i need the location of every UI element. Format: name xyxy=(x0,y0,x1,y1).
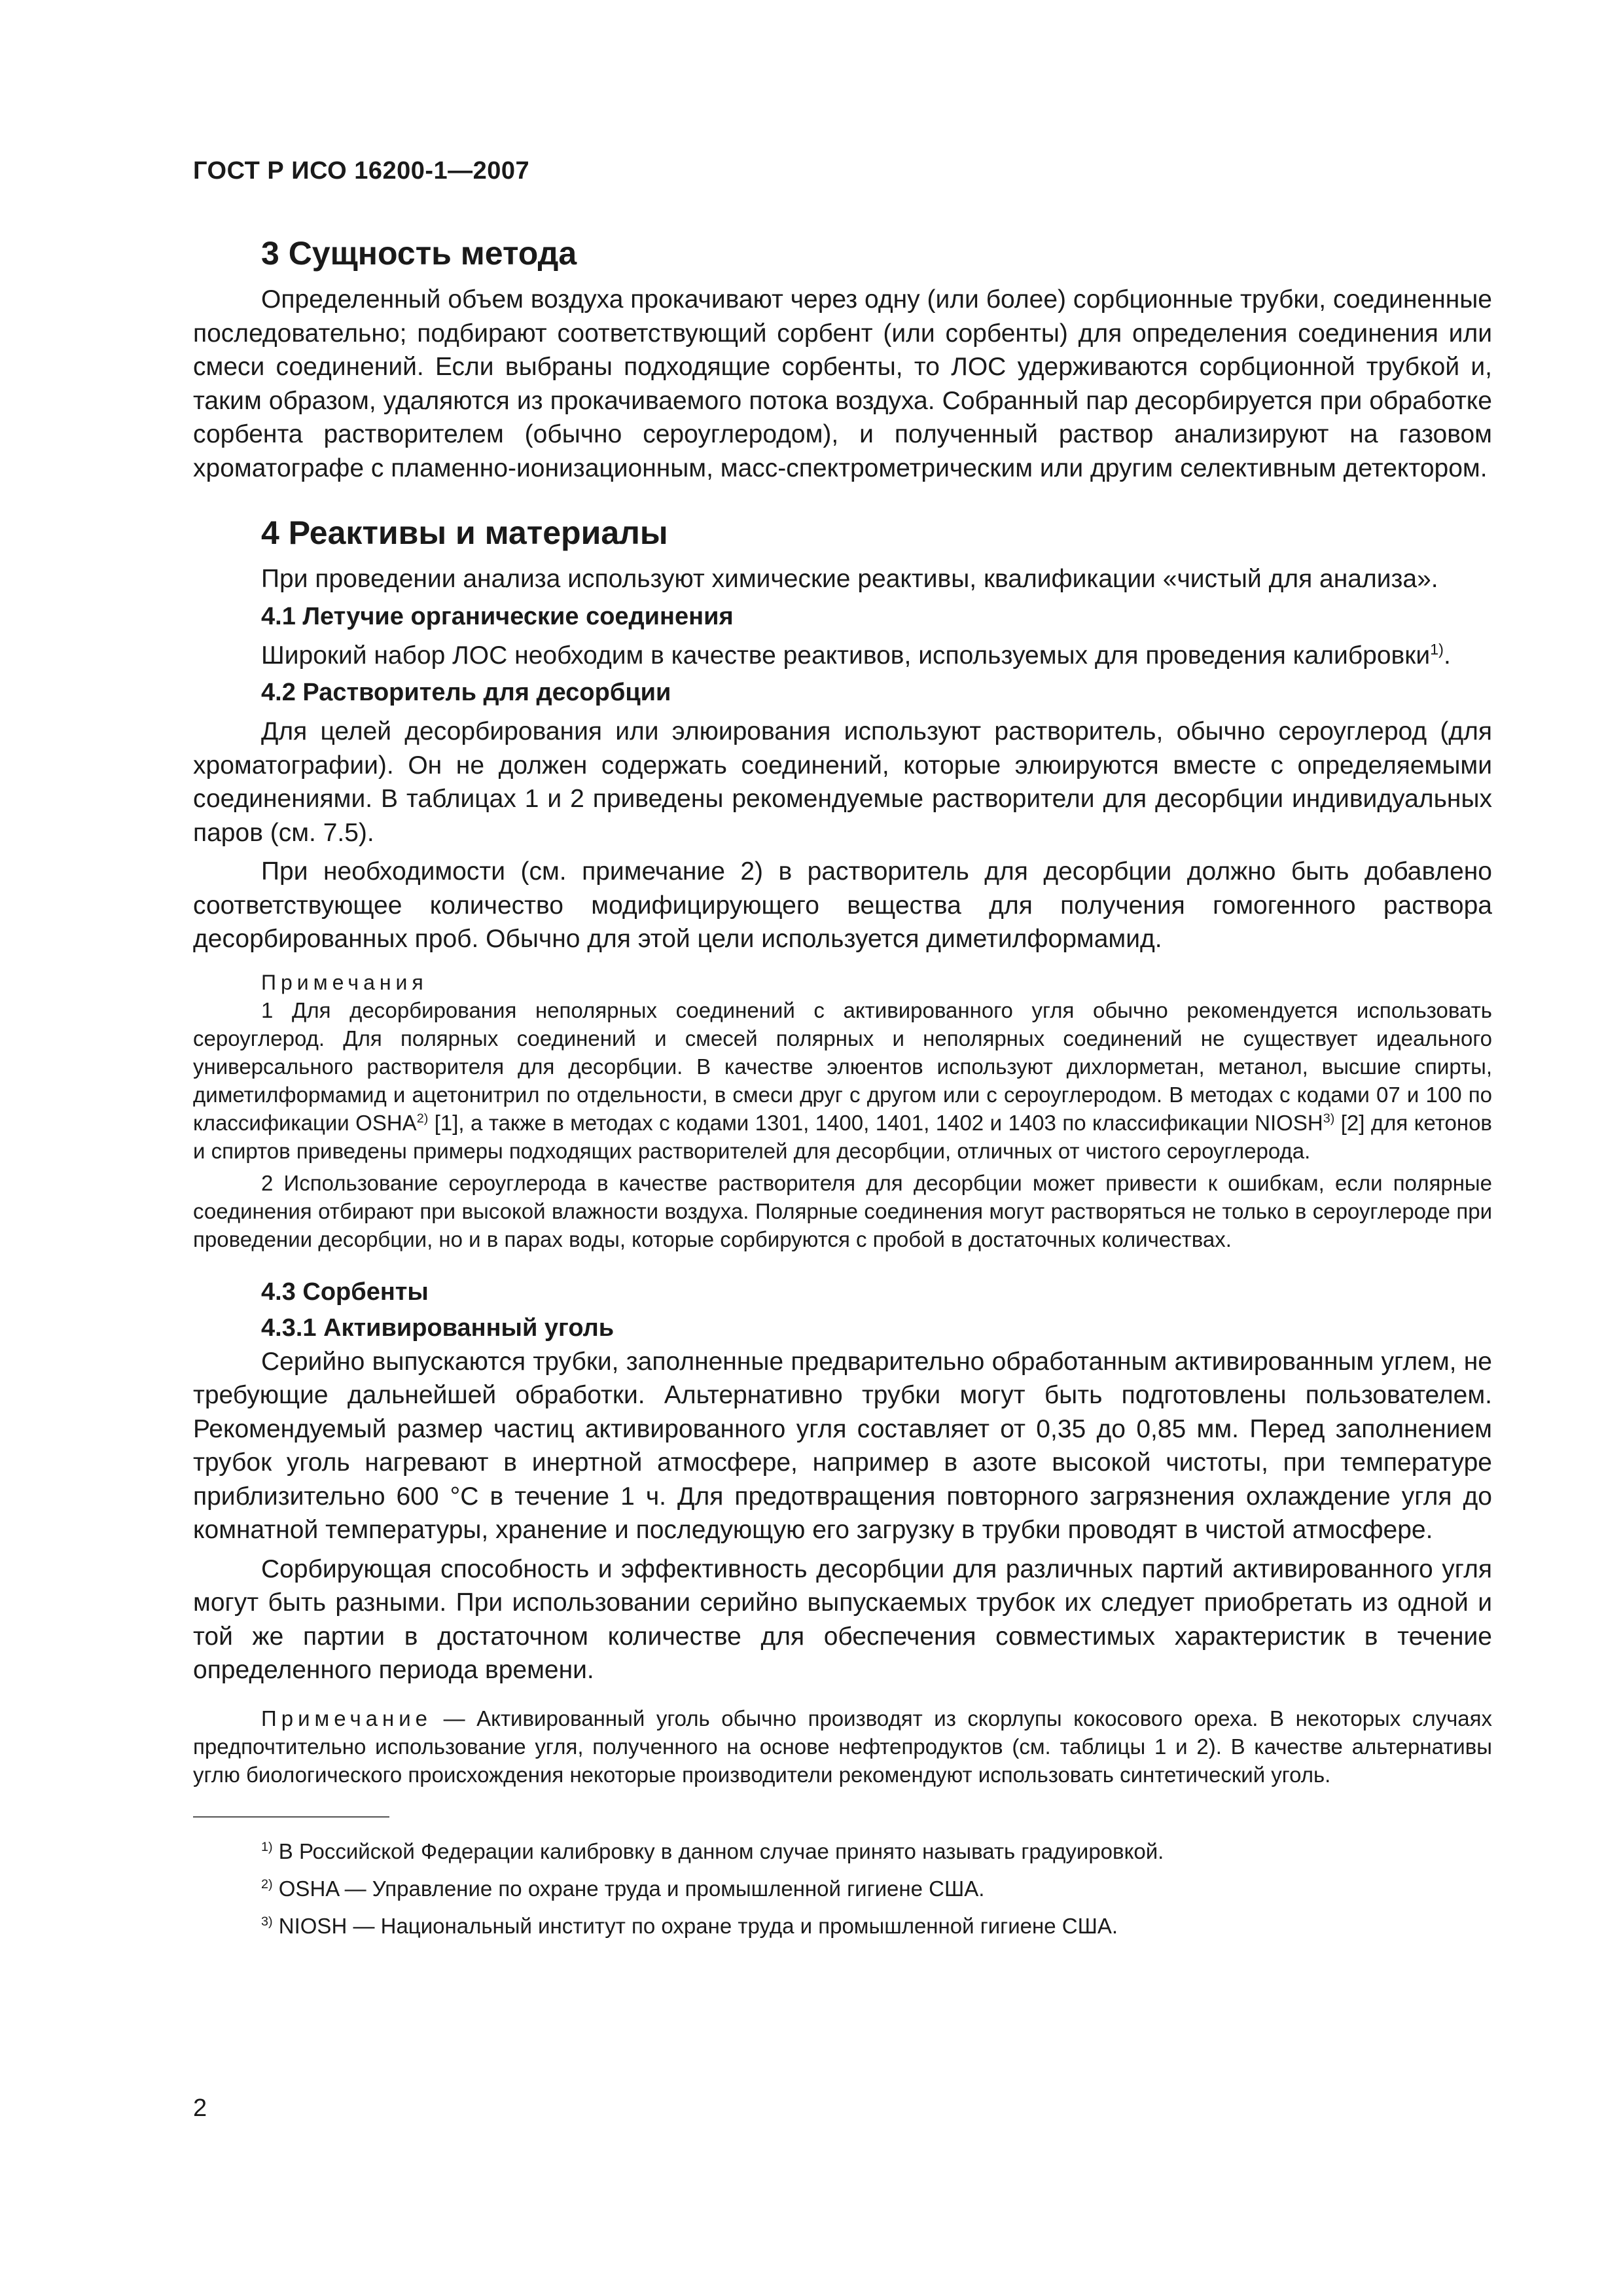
subsection-4-3-1-heading: 4.3.1 Активированный уголь xyxy=(261,1314,615,1342)
subsection-4-3-heading: 4.3 Сорбенты xyxy=(261,1278,429,1306)
subsection-4-1-text: Широкий набор ЛОС необходим в качестве реактивов, используемых для проведения калибровки xyxy=(261,641,1431,670)
footnote-3 xyxy=(261,1912,1492,1940)
section-4-intro: При проведении анализа используют химические реактивы, квалификации «чистый для анализа». xyxy=(261,565,1438,593)
note-1-text-c: [2] для кетонов и спиртов приведены примеры подходящих растворителей для десорбции, отличных от чистого сероуглерода. xyxy=(193,1110,1492,1163)
note-2: 2 Использование сероуглерода в качестве растворителя для десорбции может привести к ошибкам, если полярные соединения отбирают при высокой влажности воздуха. Полярные соединения могут растворяться не только в сероуглероде при проведении десорбции, но и в парах воды, которые сорбируются с пробой в достаточных количествах. xyxy=(193,1170,1492,1251)
charcoal-note xyxy=(193,1704,1492,1789)
footnote-1 xyxy=(261,1837,1492,1865)
footnote-3-mark: 3) xyxy=(261,1914,273,1929)
footnote-ref-3: 3) xyxy=(1323,1111,1335,1126)
footnote-2 xyxy=(261,1874,1492,1903)
footnote-2-mark: 2) xyxy=(261,1876,273,1892)
charcoal-note-label: Примечание xyxy=(261,1706,433,1731)
subsection-4-3-1-paragraph-1: Серийно выпускаются трубки, заполненные предварительно обработанным активированным углем, не требующие дальнейшей обработки. Альтернативно трубки могут быть подготовлены пользователем. Рекомендуемый размер частиц активированного угля составляет от 0,35 до 0,85 мм. Перед заполнением трубок уголь нагревают в инертной атмосфере, например в азоте высокой чистоты, при температуре приблизительно 600 °С в течение 1 ч. Для предотвращения повторного загрязнения охлаждение угля до комнатной температуры, хранение и последующую его загрузку в трубки проводят в чистой атмосфере. xyxy=(193,1347,1492,1544)
footnote-ref-1: 1) xyxy=(1430,640,1444,658)
notes-label: Примечания xyxy=(261,970,428,994)
charcoal-note-text: — Активированный уголь обычно производят из скорлупы кокосового ореха. В некоторых случаях предпочтительно использование угля, полученного на основе нефтепродуктов (см. таблицы 1 и 2). В качестве альтернативы углю биологического происхождения некоторые производители рекомендуют использовать синтетический уголь. xyxy=(193,1706,1492,1787)
note-1 xyxy=(193,996,1492,1165)
section-4-heading: 4 Реактивы и материалы xyxy=(261,514,668,551)
page-number: 2 xyxy=(193,2094,207,2122)
subsection-4-2-paragraph-1: Для целей десорбирования или элюирования используют растворитель, обычно сероуглерод (для хроматографии). Он не должен содержать соединений, которые элюируются вместе с определяемыми соединениями. В таблицах 1 и 2 приведены рекомендуемые растворители для десорбции индивидуальных паров (см. 7.5). xyxy=(193,717,1492,847)
footnote-3-text: NIOSH — Национальный институт по охране труда и промышленной гигиене США. xyxy=(278,1913,1118,1938)
footnote-2-text: OSHA — Управление по охране труда и промышленной гигиене США. xyxy=(278,1876,985,1901)
subsection-4-2-heading: 4.2 Растворитель для десорбции xyxy=(261,679,671,706)
footnote-ref-2: 2) xyxy=(416,1111,429,1126)
note-1-text-b: [1], а также в методах с кодами 1301, 1400, 1401, 1402 и 1403 по классификации NIOSH xyxy=(428,1110,1323,1135)
section-3-heading: 3 Сущность метода xyxy=(261,235,577,272)
document-header: ГОСТ Р ИСО 16200-1—2007 xyxy=(193,157,530,185)
footnote-1-text: В Российской Федерации калибровку в данном случае принято называть градуировкой. xyxy=(278,1839,1164,1863)
subsection-4-2-paragraph-2: При необходимости (см. примечание 2) в растворитель для десорбции должно быть добавлено соответствующее количество модифицирующего вещества для получения гомогенного раствора десорбированных проб. Обычно для этой цели используется диметилформамид. xyxy=(193,857,1492,953)
subsection-4-1-heading: 4.1 Летучие органические соединения xyxy=(261,602,734,630)
subsection-4-3-1-paragraph-2: Сорбирующая способность и эффективность десорбции для различных партий активированного угля могут быть разными. При использовании серийно выпускаемых трубок их следует приобретать из одной и той же партии в достаточном количестве для обеспечения совместимых характеристик в течение определенного периода времени. xyxy=(193,1554,1492,1684)
section-3-paragraph: Определенный объем воздуха прокачивают через одну (или более) сорбционные трубки, соединенные последовательно; подбирают соответствующий сорбент (или сорбенты) для определения соединения или смеси соединений. Если выбраны подходящие сорбенты, то ЛОС удерживаются сорбционной трубкой и, таким образом, удаляются из прокачиваемого потока воздуха. Собранный пар десорбируется при обработке сорбента растворителем (обычно сероуглеродом), и полученный раствор анализируют на газовом хроматографе с пламенно-ионизационным, масс-спектрометрическим или другим селективным детектором. xyxy=(193,285,1492,482)
note-1-text-a: 1 Для десорбирования неполярных соединений с активированного угля обычно рекомендуется использовать сероуглерод. Для полярных соединений и смесей полярных и неполярных соединений не существует идеального универсального растворителя для десорбции. В качестве элюентов используют дихлорметан, метанол, высшие спирты, диметилформамид и ацетонитрил по отдельности, в смеси друг с другом или с сероуглеродом. В методах с кодами 07 и 100 по классификации OSHA xyxy=(193,997,1492,1135)
document-page xyxy=(193,157,1492,1949)
footnote-separator xyxy=(193,1816,389,1818)
subsection-4-1-end: . xyxy=(1443,641,1451,670)
subsection-4-1-paragraph xyxy=(193,639,1492,673)
footnote-1-mark: 1) xyxy=(261,1839,273,1854)
